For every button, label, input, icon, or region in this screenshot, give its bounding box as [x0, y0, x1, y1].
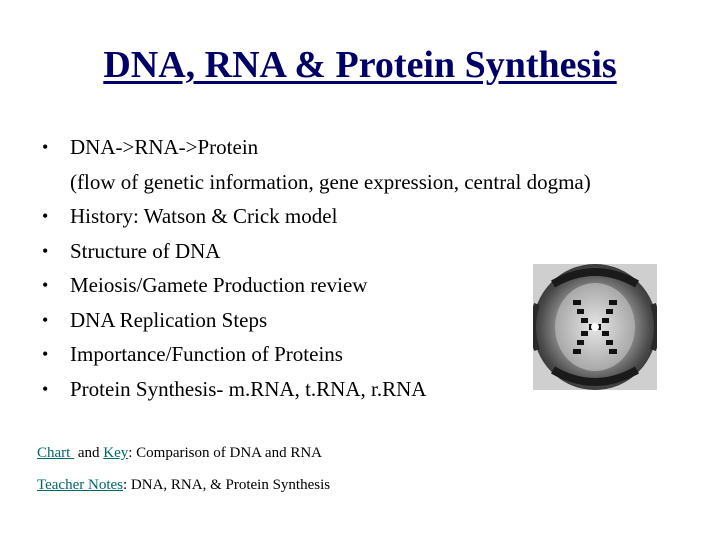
bullet-marker: •: [42, 137, 49, 157]
bullet-text: Importance/Function of Proteins: [70, 342, 343, 366]
bullet-marker: •: [42, 344, 49, 364]
bullet-item: [40, 199, 700, 234]
bullet-marker: •: [42, 206, 49, 226]
and-text: and: [74, 445, 104, 461]
bullet-marker: •: [42, 275, 49, 295]
bullet-text: Structure of DNA: [70, 238, 221, 263]
bullet-text: Protein Synthesis- m.RNA, t.RNA, r.RNA: [70, 376, 427, 401]
key-link[interactable]: Key: [103, 445, 129, 461]
chart-key-row: [37, 443, 330, 463]
resource-links: [37, 443, 330, 495]
dna-xray-diffraction-image: [533, 264, 657, 390]
teacher-notes-link[interactable]: Teacher Notes: [37, 477, 123, 493]
bullet-text: History: Watson & Crick model: [70, 204, 338, 228]
bullet-text: DNA Replication Steps: [70, 307, 268, 332]
teacher-notes-row: [37, 475, 330, 495]
chart-key-description: : Comparison of DNA and RNA: [128, 445, 322, 461]
bullet-marker: •: [42, 378, 49, 399]
bullet-marker: •: [42, 240, 49, 261]
bullet-subtext: (flow of genetic information, gene expression, central dogma): [70, 169, 591, 194]
bullet-text: DNA->RNA->Protein: [70, 135, 259, 159]
teacher-notes-description: : DNA, RNA, & Protein Synthesis: [123, 477, 331, 493]
bullet-marker: •: [42, 309, 49, 330]
bullet-text: Meiosis/Gamete Production review: [70, 273, 368, 297]
slide-title: DNA, RNA & Protein Synthesis: [103, 44, 617, 86]
chart-link[interactable]: Chart: [37, 445, 75, 461]
bullet-item: [40, 234, 700, 269]
bullet-item: [40, 130, 700, 199]
